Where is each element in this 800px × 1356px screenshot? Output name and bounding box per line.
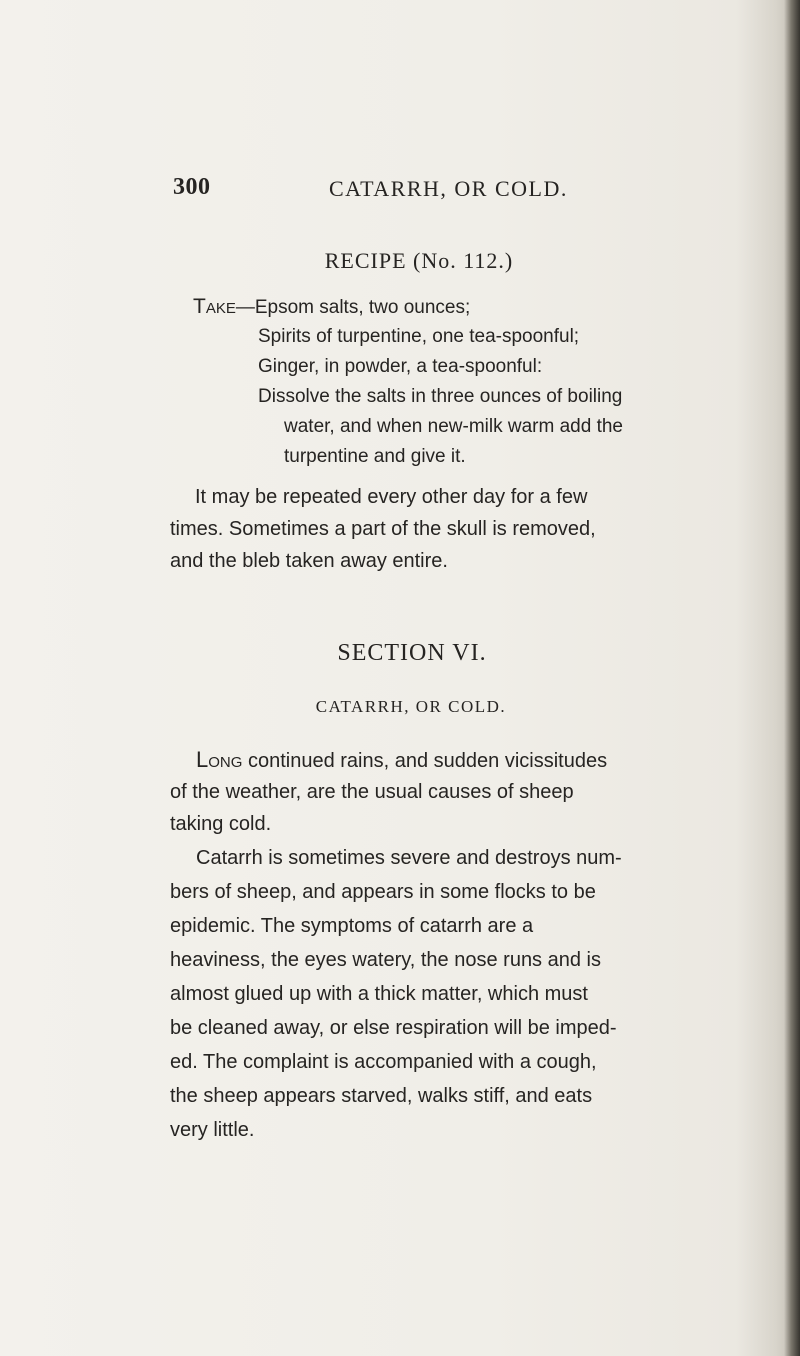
recipe-line-2: Spirits of turpentine, one tea-spoonful; xyxy=(258,326,580,347)
paragraph-3-line-4: heaviness, the eyes watery, the nose runs and is xyxy=(170,949,601,971)
paragraph-2-line-3: taking cold. xyxy=(170,813,272,835)
paragraph-3-line-2: bers of sheep, and appears in some flocks to be xyxy=(170,881,596,903)
paragraph-2-line-2: of the weather, are the usual causes of sheep xyxy=(170,781,574,803)
paragraph-3-line-6: be cleaned away, or else respiration will be imped- xyxy=(170,1017,617,1039)
recipe-line-text: —Epsom salts, two ounces; xyxy=(235,297,471,318)
section-subtitle: CATARRH, OR COLD. xyxy=(315,697,507,716)
recipe-line-5: water, and when new-milk warm add the xyxy=(284,416,623,437)
recipe-line-4: Dissolve the salts in three ounces of boiling xyxy=(258,386,623,407)
initial-word: Long xyxy=(196,747,243,772)
page-edge-shadow xyxy=(784,0,800,1356)
section-title: SECTION VI. xyxy=(337,640,487,666)
paragraph-3-line-5: almost glued up with a thick matter, which must xyxy=(170,983,588,1005)
page-header xyxy=(173,170,573,210)
paragraph-3-line-8: the sheep appears starved, walks stiff, and eats xyxy=(170,1085,593,1107)
paragraph-2-line-1 xyxy=(196,745,607,776)
paragraph-1-line-3: and the bleb taken away entire. xyxy=(170,550,448,572)
paragraph-3-line-3: epidemic. The symptoms of catarrh are a xyxy=(170,915,534,937)
recipe-line-6: turpentine and give it. xyxy=(284,446,466,467)
paragraph-1-line-2: times. Sometimes a part of the skull is removed, xyxy=(170,518,596,540)
recipe-line-3: Ginger, in powder, a tea-spoonful: xyxy=(258,356,543,377)
recipe-title: RECIPE (No. 112.) xyxy=(324,248,514,273)
recipe-line-1 xyxy=(193,292,470,322)
paragraph-3-line-9: very little. xyxy=(170,1119,255,1141)
paragraph-3-line-7: ed. The complaint is accompanied with a cough, xyxy=(170,1051,597,1073)
page-number: 300 xyxy=(173,174,211,200)
running-head: CATARRH, OR COLD. xyxy=(329,176,568,201)
take-word: Take xyxy=(193,295,236,318)
paragraph-1-line-1: It may be repeated every other day for a few xyxy=(195,486,588,508)
paragraph-2-line-1-text: continued rains, and sudden vicissitudes xyxy=(242,750,608,772)
paragraph-3-line-1: Catarrh is sometimes severe and destroys num- xyxy=(196,847,622,869)
